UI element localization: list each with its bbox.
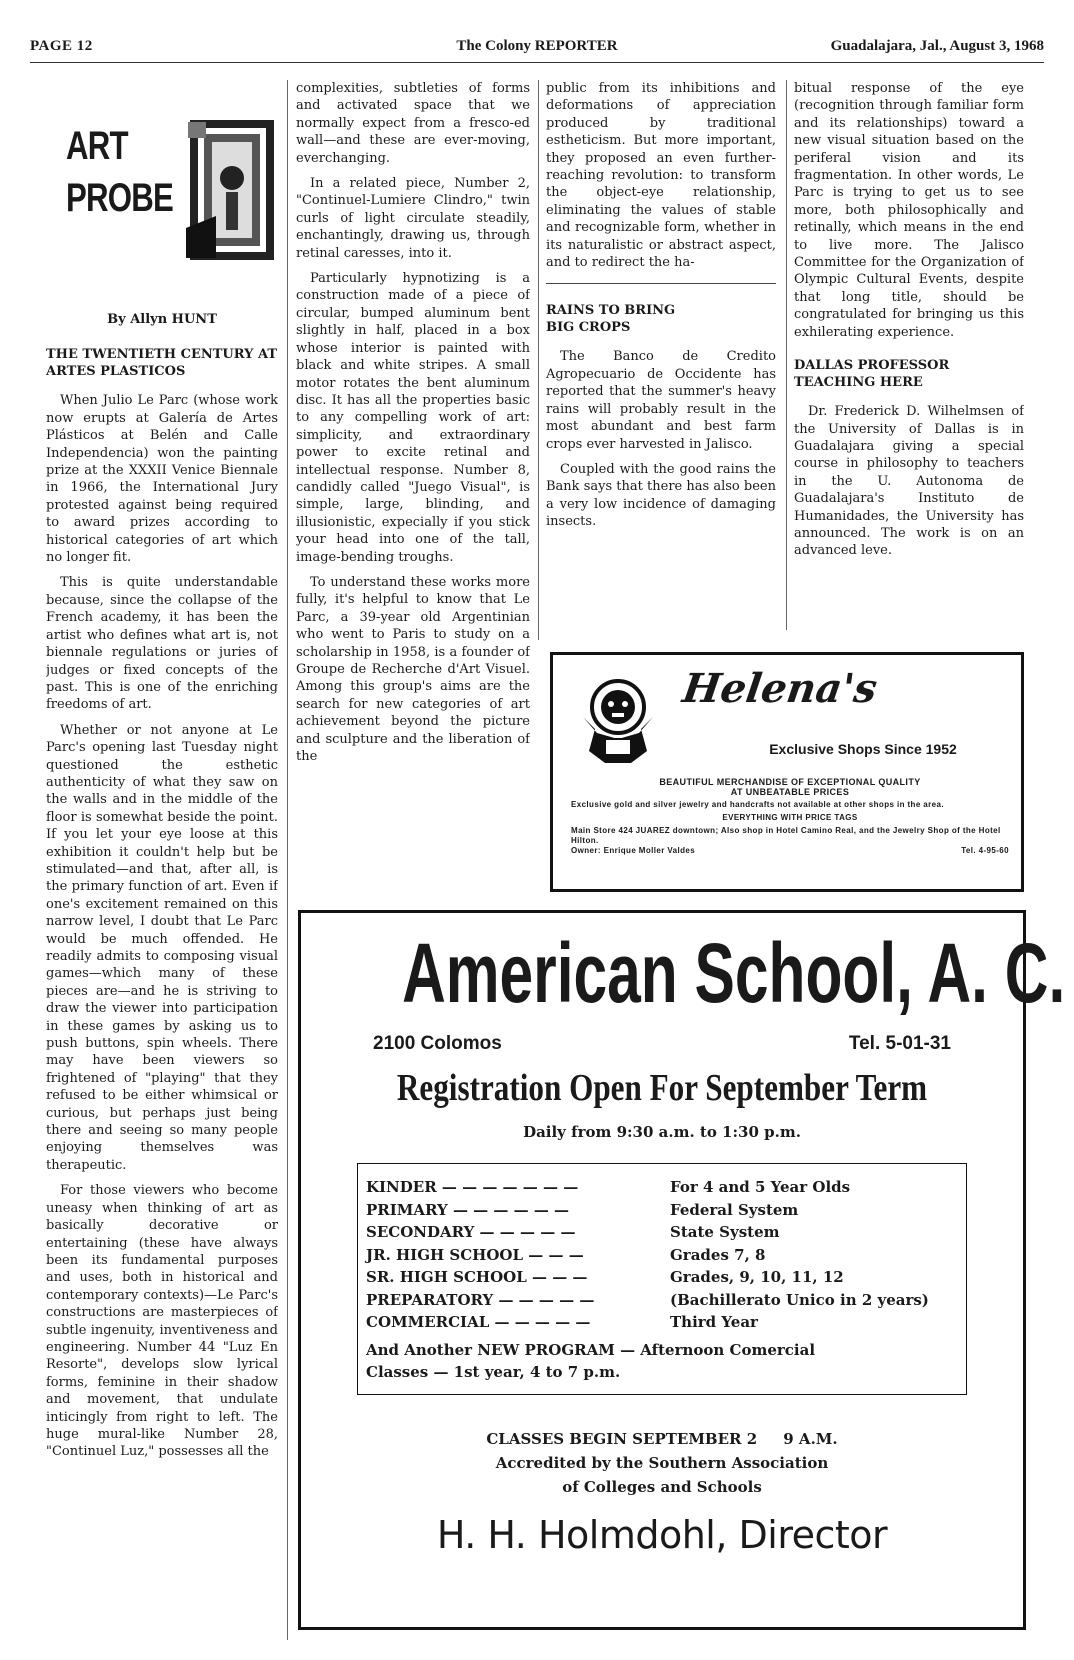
program-level: PREPARATORY — — — — — [366,1290,595,1309]
program-levels [366,1176,594,1334]
logo-word-art: ART [66,124,128,168]
program-description: Third Year [670,1313,758,1331]
article-paragraph: This is quite understandable because, since the collapse of the French academy, it has been the artist who defines what art is, not biennale regulations or juries of judges or fixed concepts of the past. This is one of the enriching freedoms of art. [46,575,278,713]
article-paragraph: In a related piece, Number 2, "Continuel-Lumiere Clindro," twin curls of light circulate steadily, enchantingly, drawing us, through retinal caresses, into it. [296,176,530,261]
column-1 [46,80,278,1640]
school-phone: Tel. 5-01-31 [848,1033,951,1054]
column-rule-3 [786,80,787,630]
helenas-line: BEAUTIFUL MERCHANDISE OF EXCEPTIONAL QUALITY [659,777,921,787]
new-program-note: And Another NEW PROGRAM — Afternoon Comercial Classes — 1st year, 4 to 7 p.m. [366,1341,816,1381]
section-headline-rains: RAINS TO BRING BIG CROPS [546,303,676,336]
program-description: For 4 and 5 Year Olds [670,1178,851,1196]
article-paragraph: public from its inhibitions and deformations of appreciation produced by traditional estheticism. But more important, they proposed an even further-reaching revolution: to transform the object-eye relationship, eliminating the values of stable and recognizable form, whether in its naturalistic or abstract aspect, and to redirect the ha- [546,81,776,271]
column-2 [296,80,530,880]
program-level: JR. HIGH SCHOOL — — — [366,1245,584,1264]
school-address: 2100 Colomos [373,1033,502,1054]
artwork-illustration [186,118,278,263]
logo-word-probe: PROBE [66,176,174,220]
article-paragraph: When Julio Le Parc (whose work now erupts at Galería de Artes Plásticos at Belén and Calle Independencia) won the painting prize at the XXXII Venice Biennale in 1966, the International Jury protested against being required to award prizes according to historical categories of art which no longer fit. [46,393,278,566]
office-hours: Daily from 9:30 a.m. to 1:30 p.m. [523,1123,801,1141]
article-divider [546,283,776,284]
school-name: American School, A. C. [402,926,1066,1020]
program-description: Federal System [670,1200,799,1219]
section-headline: THE TWENTIETH CENTURY AT ARTES PLASTICOS [46,347,278,380]
column-rule-1 [287,80,288,1640]
helenas-advertisement [550,652,1024,892]
program-description: Grades, 9, 10, 11, 12 [670,1268,844,1286]
registration-headline: Registration Open For September Term [396,1067,928,1109]
school-director: H. H. Holmdohl, Director [436,1513,888,1557]
program-level: SR. HIGH SCHOOL — — — [366,1268,588,1286]
helenas-line: Main Store 424 JUAREZ downtown; Also shop in Hotel Camino Real, and the Jewelry Shop of the Hotel Hilton. [571,826,1001,845]
helenas-phone: Tel. 4-95-60 [961,846,1009,855]
program-description: (Bachillerato Unico in 2 years) [670,1290,929,1309]
newspaper-name: The Colony REPORTER [456,38,618,54]
helenas-logo-script: Helena's [679,665,881,712]
program-level: KINDER — — — — — — — [366,1178,579,1196]
article-paragraph: Whether or not anyone at Le Parc's opening last Tuesday night questioned the esthetic authenticity of what they saw on the walls and in the middle of the floor is somewhat beside the point. If you let your eye loose at this exhibition it couldn't help but be stimulated—and that, after all, is the primary function of art. Even if one's excitement remained on this narrow level, I doubt that Le Parc would be much offended. He readily admits to composing visual games—which many of these pieces are—and he is striving to draw the viewer into participation in these games by asking us to push buttons, spin wheels. There may have been viewers so frightened of "playing" that they refused to be either whimsical or curious, but perhaps just being there and seeing so many people enjoying themselves was therapeutic. [46,722,278,1173]
article-paragraph: complexities, subtleties of forms and activated space that we normally expect from a fresco-ed wall—and these are ever-moving, everchanging. [296,81,530,166]
byline: By Allyn HUNT [107,312,217,327]
page-header [30,34,1044,63]
program-description: Grades 7, 8 [670,1245,766,1264]
article-paragraph: To understand these works more fully, it's helpful to know that Le Parc, a 39-year old Argentinian who went to Paris to study on a scholarship in 1958, is a founder of Groupe de Recherche d'Art Visuel. Among this group's aims are the search for new categories of art achievement beyond the picture and sculpture and the liberation of the [296,574,530,765]
program-level: SECONDARY — — — — — [366,1223,576,1241]
helenas-tagline: Exclusive Shops Since 1952 [769,741,957,757]
helenas-line: EVERYTHING WITH PRICE TAGS [722,813,858,822]
article-paragraph: Coupled with the good rains the Bank says that there has also been a very low incidence of damaging insects. [546,461,776,530]
article-paragraph: bitual response of the eye (recognition through familiar form and its relationships) toward a new visual situation based on the periferal vision and its fragmentation. In other words, Le Parc is trying to get us to see more, both philosophically and retinally, which means in the end to live more. The Jalisco Committee for the Organization of Olympic Cultural Events, despite that long title, should be congratulated for bringing us this exhilerating experience. [794,81,1024,340]
article-paragraph: The Banco de Credito Agropecuario de Occidente has reported that the summer's heavy rains will probably result in the most abundant and best farm crops ever harvested in Jalisco. [546,349,776,452]
program-description: State System [670,1223,780,1241]
program-descriptions [670,1176,929,1334]
column-rule-2 [538,80,539,640]
article-paragraph: Particularly hypnotizing is a construction made of a piece of circular, bumped aluminum bent slightly in half, placed in a box whose interior is painted with black and white stripes. A small motor rotates the bent aluminum disc. It has all the properties basic to any compelling work of art: simplicity, and extraordinary power to excite retinal and intellectual response. Number 8, candidly called "Juego Visual", is simple, large, blinding, and illusionistic, expecially if you stick your head into one of the tall, image-bending troughs. [296,271,530,565]
program-level: COMMERCIAL — — — — — [366,1313,591,1331]
programs-box [357,1163,967,1395]
helenas-line: AT UNBEATABLE PRICES [730,787,850,797]
program-level: PRIMARY — — — — — — [366,1200,570,1219]
column-4 [794,80,1024,620]
page-number: PAGE 12 [30,38,93,54]
american-school-advertisement [298,910,1066,1630]
helenas-line: Exclusive gold and silver jewelry and handcrafts not available at other shops in the area. [571,800,944,809]
aztec-mask-logo-icon [575,677,661,765]
article-paragraph: Dr. Frederick D. Wilhelmsen of the University of Dallas is in Guadalajara giving a special course in philosophy to teachers in the U. Autonoma de Guadalajara's Instituto de Humanidades, the University has announced. The work is on an advanced leve. [794,404,1024,559]
article-paragraph: For those viewers who become uneasy when thinking of art as basically decorative or entertaining (these have always been its fundamental purposes and uses, both in historical and contemporary contexts)—Le Parc's constructions are masterpieces of subtle ingenuity, inventiveness and engineering. Number 44 "Luz En Resorte", develops slow lyrical forms, feminine in their shadow and movement, that undulate inticingly from right to left. The huge mural-like Number 28, "Continuel Luz," possesses all the [46,1183,278,1460]
column-3 [546,80,776,620]
art-probe-logo [46,98,278,303]
dateline: Guadalajara, Jal., August 3, 1968 [830,38,1044,54]
classes-begin-notice: CLASSES BEGIN SEPTEMBER 2 9 A.M. Accredited by the Southern Association of Colleges and Schools [486,1430,838,1496]
helenas-owner: Owner: Enrique Moller Valdes [571,846,696,855]
section-headline-dallas: DALLAS PROFESSOR TEACHING HERE [794,358,950,391]
